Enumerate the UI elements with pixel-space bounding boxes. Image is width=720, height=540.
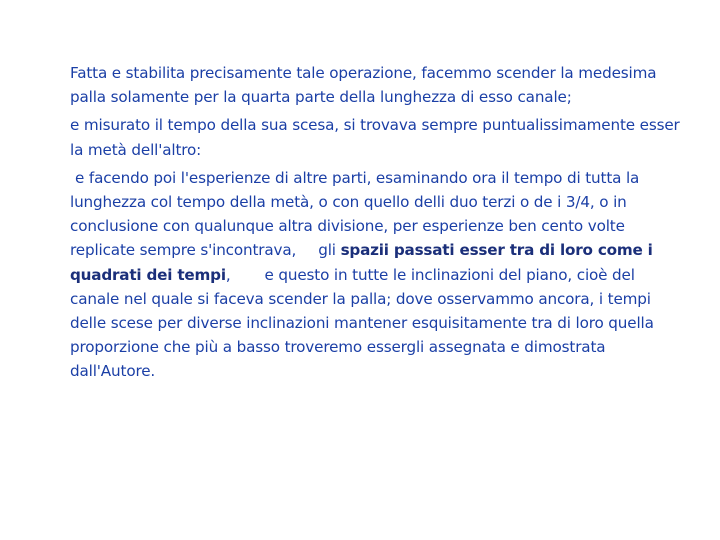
paragraph-3 (70, 166, 685, 384)
paragraph-3-before: e facendo poi l'esperienze di altre parti, esaminando ora il tempo di tutta la lunghezza col tempo della metà, o con quello delli duo terzi o de i 3/4, o in conclusione con qualunque altra divisione, per esperienze ben cento volte replicate sempre s'incontrava, (70, 168, 640, 260)
paragraph-3-comma: , (225, 265, 231, 284)
paragraph-2: e misurato il tempo della sua scesa, si trovava sempre puntualissimamente esser la metà dell'altro: (70, 116, 680, 159)
paragraph-3-gli: gli (318, 241, 336, 260)
text-block (70, 61, 685, 388)
emphasized-phrase: spazii passati esser tra di loro come i quadrati dei tempi (70, 241, 653, 284)
paragraph-1: Fatta e stabilita precisamente tale operazione, facemmo scender la medesima palla solamente per la quarta parte della lunghezza di esso canale; (70, 64, 657, 107)
paragraph-3-after: e questo in tutte le inclinazioni del piano, cioè del canale nel quale si faceva scender la palla; dove osservammo ancora, i tempi delle scese per diverse inclinazioni mantener esquisitamente tra di loro quella proporzione che più a basso troveremo essergli assegnata e dimostrata dall'Autore. (70, 265, 654, 381)
